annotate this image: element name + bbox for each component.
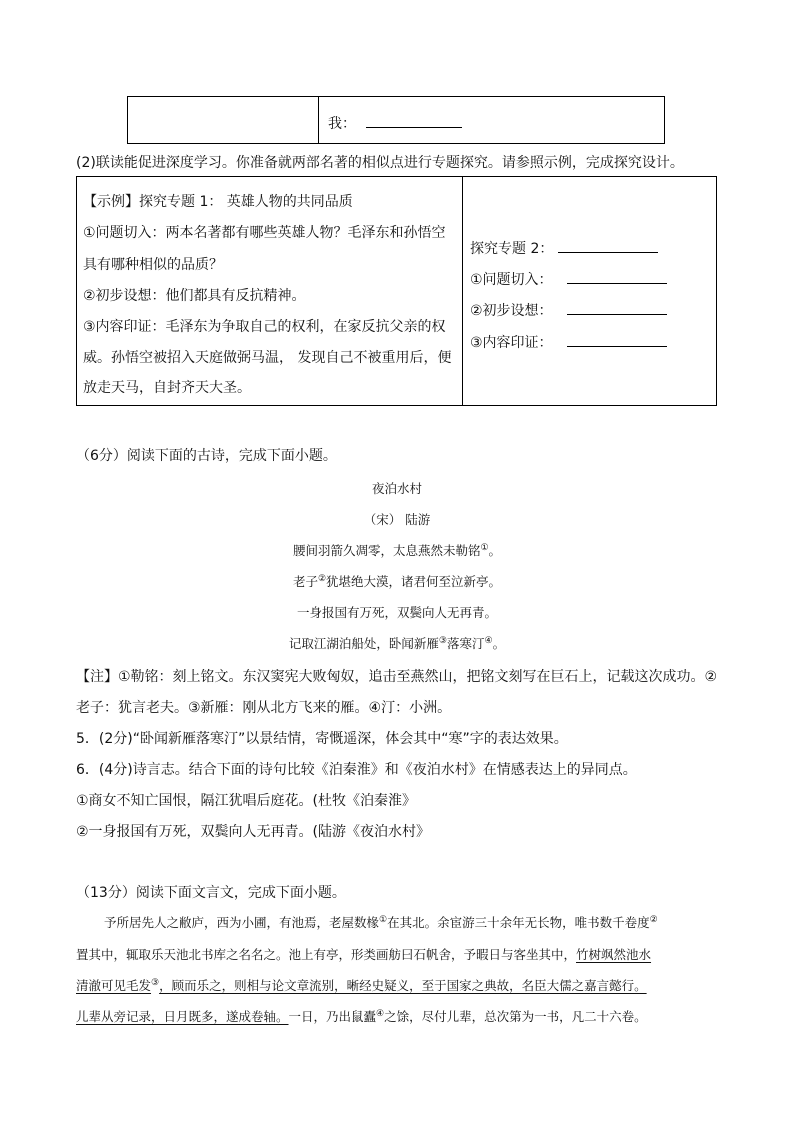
design-topic-label: 探究专题 2： xyxy=(470,241,554,257)
example-line-3: 具有哪种相似的品质？ xyxy=(83,257,223,273)
poem-line-text: 记取江湖泊船处，卧闻新雁 xyxy=(288,636,439,651)
footnote-mark: ① xyxy=(480,542,489,553)
design-topic-row xyxy=(470,238,658,258)
design-proof-label: ③内容印证： xyxy=(470,335,553,351)
example-line-7: 放走天马，自封齐天大圣。 xyxy=(83,380,251,396)
example-line-1: 【示例】探究专题 1： 英雄人物的共同品质 xyxy=(83,194,353,210)
poem-note-1: 【注】①勒铭：刻上铭文。东汉窦宪大败匈奴，追击至燕然山，把铭文刻写在巨石上，记载这次成功。② xyxy=(76,669,718,685)
design-proof-blank[interactable] xyxy=(567,332,667,347)
me-label: 我： xyxy=(328,116,356,132)
question-6-line-b: ②一身报国有万死，双鬓向人无再青。(陆游《夜泊水村》 xyxy=(76,824,431,840)
design-question-label: ①问题切入： xyxy=(470,272,553,288)
design-idea-row xyxy=(470,300,667,320)
design-topic-blank[interactable] xyxy=(558,238,658,253)
design-idea-label: ②初步设想： xyxy=(470,303,553,319)
prose-text: 一日，乃出鼠蠹 xyxy=(288,1009,377,1024)
poem-line-4 xyxy=(0,634,794,652)
example-line-5: ③内容印证：毛泽东为争取自己的权利，在家反抗父亲的权 xyxy=(83,319,446,335)
footnote-mark: ④ xyxy=(484,635,493,646)
answer-table xyxy=(127,96,665,144)
poem-line-text: 犹堪绝大漠，诸君何至泣新亭。 xyxy=(326,574,502,589)
example-line-4: ②初步设想：他们都具有反抗精神。 xyxy=(83,288,306,304)
prose-text: 予所居先人之敝庐，西为小圃，有池焉，老屋数椽 xyxy=(104,915,380,930)
poem-intro: （6分）阅读下面的古诗，完成下面小题。 xyxy=(76,448,337,464)
poem-line-text: 老子 xyxy=(292,574,318,589)
footnote-mark: ① xyxy=(379,914,388,925)
example-line-6: 威。孙悟空被招入天庭做弼马温， 发现自己不被重用后，便 xyxy=(83,350,452,366)
poem-line-1 xyxy=(0,541,794,559)
underlined-sentence: 清澈可见毛发 xyxy=(76,978,152,993)
prose-line-2 xyxy=(76,945,651,963)
poem-line-2 xyxy=(0,572,794,590)
prose-line-4 xyxy=(76,1007,647,1025)
prose-intro: （13分）阅读下面文言文，完成下面小题。 xyxy=(76,885,346,901)
design-question-blank[interactable] xyxy=(567,269,667,284)
poem-line-text: 腰间羽箭久凋零，太息燕然未勒铭 xyxy=(292,543,481,558)
me-answer-blank[interactable] xyxy=(366,113,462,128)
design-question-row xyxy=(470,269,667,289)
poem-line-text: 一身报国有万死，双鬓向人无再青。 xyxy=(296,605,497,620)
poem-title: 夜泊水村 xyxy=(371,481,422,496)
footnote-mark: ② xyxy=(317,573,327,584)
poem-line-text: 。 xyxy=(492,636,506,651)
poem-note-2: 老子：犹言老夫。③新雁：刚从北方飞来的雁。④汀：小洲。 xyxy=(76,700,452,716)
poem-line-3 xyxy=(0,603,794,621)
question-5: 5．(2分)“卧闻新雁落寒汀”以景结情，寄慨遥深，体会其中“寒”字的表达效果。 xyxy=(76,731,568,747)
underlined-sentence: 儿辈从旁记录，日月既多，遂成卷轴。 xyxy=(76,1009,289,1024)
table-divider xyxy=(462,177,463,405)
question-6-line-a: ①商女不知亡国恨，隔江犹唱后庭花。(杜牧《泊秦淮》 xyxy=(76,793,417,809)
question-6: 6．(4分)诗言志。结合下面的诗句比较《泊秦淮》和《夜泊水村》在情感表达上的异同点。 xyxy=(76,762,637,778)
exploration-table xyxy=(76,176,717,406)
underlined-sentence: ，顾而乐之，则相与论文章流别，晰经史疑义，至于国家之典故，名臣大儒之嘉言懿行。 xyxy=(159,978,647,993)
underlined-sentence: 竹树飒然池水 xyxy=(576,947,652,962)
design-idea-blank[interactable] xyxy=(567,300,667,315)
poem-line-text: 落寒汀 xyxy=(446,636,485,651)
prose-line-3 xyxy=(76,976,647,994)
q2-intro: (2)联读能促进深度学习。你准备就两部名著的相似点进行专题探究。请参照示例，完成探究设计。 xyxy=(76,155,684,171)
prose-line-1 xyxy=(104,913,658,931)
prose-text: 在其北。余宦游三十余年无长物，唯书数千卷度 xyxy=(387,915,650,930)
footnote-mark: ③ xyxy=(151,977,160,988)
footnote-mark: ③ xyxy=(438,635,447,646)
poem-line-text: 。 xyxy=(488,543,502,558)
poem-author: （宋） 陆游 xyxy=(363,512,431,527)
example-line-2: ①问题切入：两本名著都有哪些英雄人物？毛泽东和孙悟空 xyxy=(83,225,446,241)
design-proof-row xyxy=(470,332,667,352)
prose-text: 之馀，尽付儿辈，总次第为一书，凡二十六卷。 xyxy=(384,1009,647,1024)
prose-text: 置其中，辄取乐天池北书库之名名之。池上有亭，形类画舫曰石帆舍，予暇日与客坐其中， xyxy=(76,947,577,962)
me-row xyxy=(328,113,462,133)
footnote-mark: ④ xyxy=(376,1008,385,1019)
table-divider xyxy=(318,97,319,143)
footnote-mark: ② xyxy=(649,914,658,925)
